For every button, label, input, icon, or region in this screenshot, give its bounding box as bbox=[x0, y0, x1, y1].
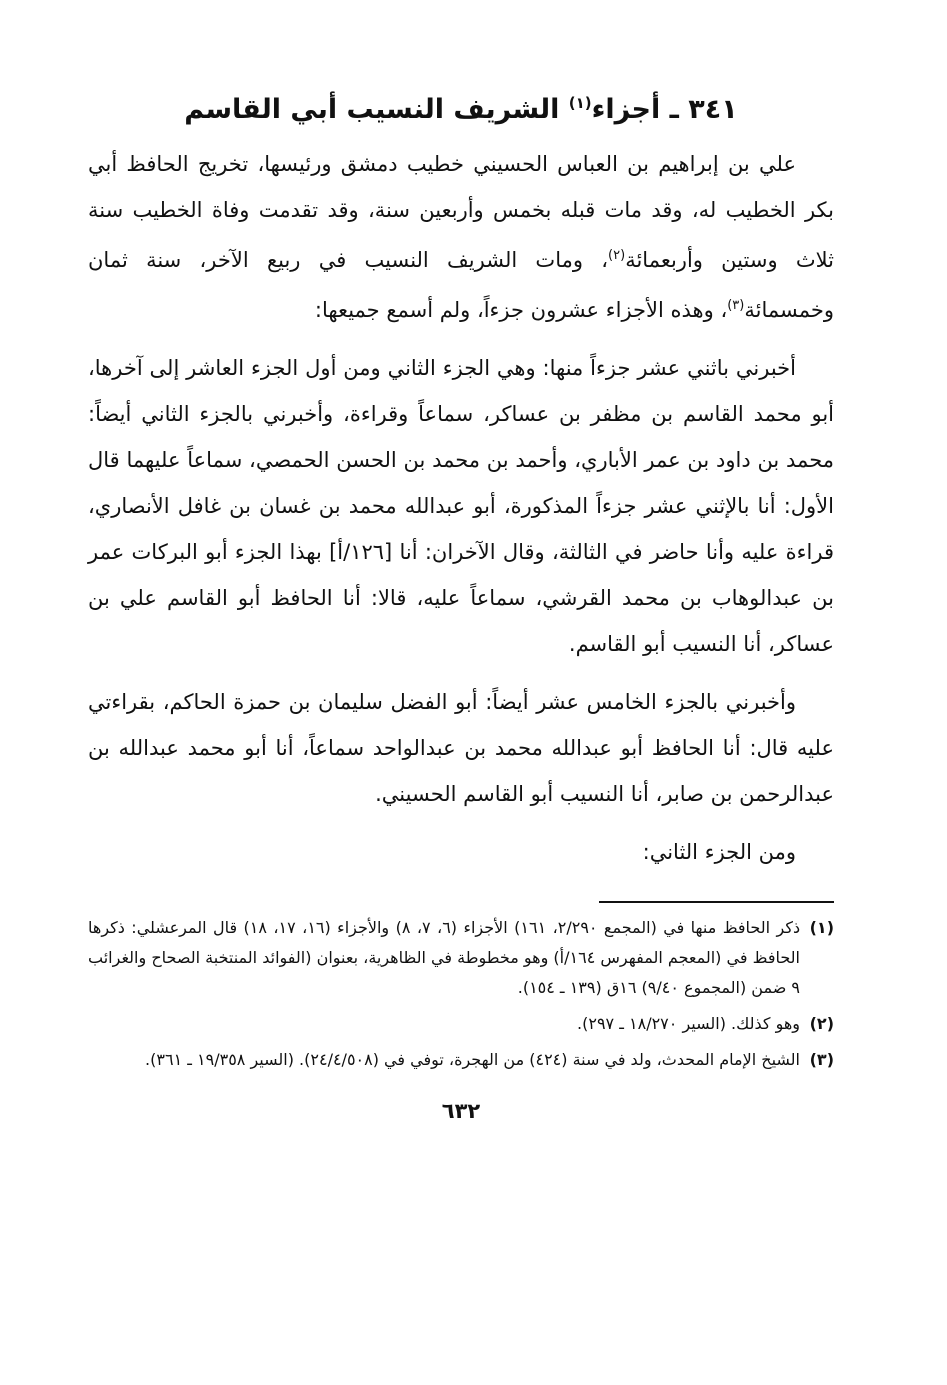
transmission-1-text: أخبرني باثني عشر جزءاً منها: وهي الجزء الثاني ومن أول الجزء العاشر إلى آخرها، أبو محمد القاسم بن مظفر بن عساكر، سماعاً وقراءة، وأخبرني بالجزء الثاني أيضاً: محمد بن داود بن عمر الأباري، وأحمد بن محمد بن الحسن الحمصي، سماعاً عليهما قال الأول: أنا بالإثني عشر جزءاً المذكورة، أبو عبدالله محمد بن غسان بن غافل الأنصاري، قراءة عليه وأنا حاضر في الثالثة، وقال الآخران: أنا [١٢٦/أ] بهذا الجزء أبو البركات عمر بن عبدالوهاب بن محمد القرشي، سماعاً عليه، قالا: أنا الحافظ أبو القاسم علي بن عساكر، أنا النسيب أبو القاسم. bbox=[88, 356, 835, 657]
paragraph-intro bbox=[88, 141, 834, 333]
paragraph-section-start bbox=[88, 829, 834, 875]
transmission-2-text: وأخبرني بالجزء الخامس عشر أيضاً: أبو الفضل سليمان بن حمزة الحاكم، بقراءتي عليه قال: أنا الحافظ أبو عبدالله محمد بن عبدالواحد سماعاً، أنا أبو محمد عبدالله بن عبدالرحمن بن صابر، أنا النسيب أبو القاسم الحسيني. bbox=[88, 690, 834, 807]
footnote-ref-3: (٣) bbox=[727, 298, 745, 314]
footnote-ref-2: (٢) bbox=[608, 248, 626, 264]
footnotes bbox=[88, 913, 834, 1075]
page-number: ٦٣٢ bbox=[441, 1099, 481, 1124]
book-page bbox=[88, 80, 834, 1123]
footnote-ref-1: (١) bbox=[568, 94, 592, 112]
paragraph-transmission-1 bbox=[88, 345, 834, 667]
entry-title: الشريف النسيب أبي القاسم bbox=[184, 94, 560, 125]
footnote-number: (٢) bbox=[809, 1014, 834, 1034]
intro-text-c: ، وهذه الأجزاء عشرون جزءاً، ولم أسمع جميعها: bbox=[314, 298, 728, 323]
section-start-text: ومن الجزء الثاني: bbox=[642, 840, 796, 865]
footnote bbox=[88, 913, 834, 1003]
intro-text-a: علي بن إبراهيم بن العباس الحسيني خطيب دمشق ورئيسها، تخريج الحافظ أبي بكر الخطيب له، وقد مات قبله بخمس وأربعين سنة، وقد تقدمت وفاة الخطيب سنة ثلاث وستين وأربعمائة bbox=[88, 152, 834, 273]
entry-heading bbox=[88, 92, 834, 127]
entry-word: أجزاء bbox=[591, 94, 661, 125]
footnote bbox=[88, 1045, 834, 1075]
footnote-divider bbox=[599, 901, 834, 903]
paragraph-transmission-2 bbox=[88, 679, 834, 817]
footnote-number: (١) bbox=[809, 918, 834, 938]
entry-dash: ـ bbox=[669, 94, 679, 125]
footnote-text: وهو كذلك. (السير ١٨/٢٧٠ ـ ٢٩٧). bbox=[577, 1014, 800, 1034]
footnote-number: (٣) bbox=[809, 1050, 834, 1070]
footnote bbox=[88, 1009, 834, 1039]
intro-text-b: ، ومات الشريف النسيب في ربيع الآخر، سنة ثمان وخمسمائة bbox=[88, 248, 834, 323]
entry-number: ٣٤١ bbox=[688, 94, 738, 125]
footnote-text: الشيخ الإمام المحدث، ولد في سنة (٤٢٤) من الهجرة، توفي في (٢٤/٤/٥٠٨). (السير ١٩/٣٥٨ ـ ٣٦١). bbox=[145, 1050, 800, 1070]
footnote-text: ذكر الحافظ منها في (المجمع ٢/٢٩٠، ١٦١) الأجزاء (٦، ٧، ٨) والأجزاء (١٦، ١٧، ١٨) قال المرعشلي: ذكرها الحافظ في (المعجم المفهرس ١٦٤/أ) وهو مخطوطة في الظاهرية، بعنوان (الفوائد المنتخبة الصحاح والغرائب ٩ ضمن (المجموع ٩/٤٠) ١٦ق (١٣٩ ـ ١٥٤). bbox=[88, 918, 801, 998]
